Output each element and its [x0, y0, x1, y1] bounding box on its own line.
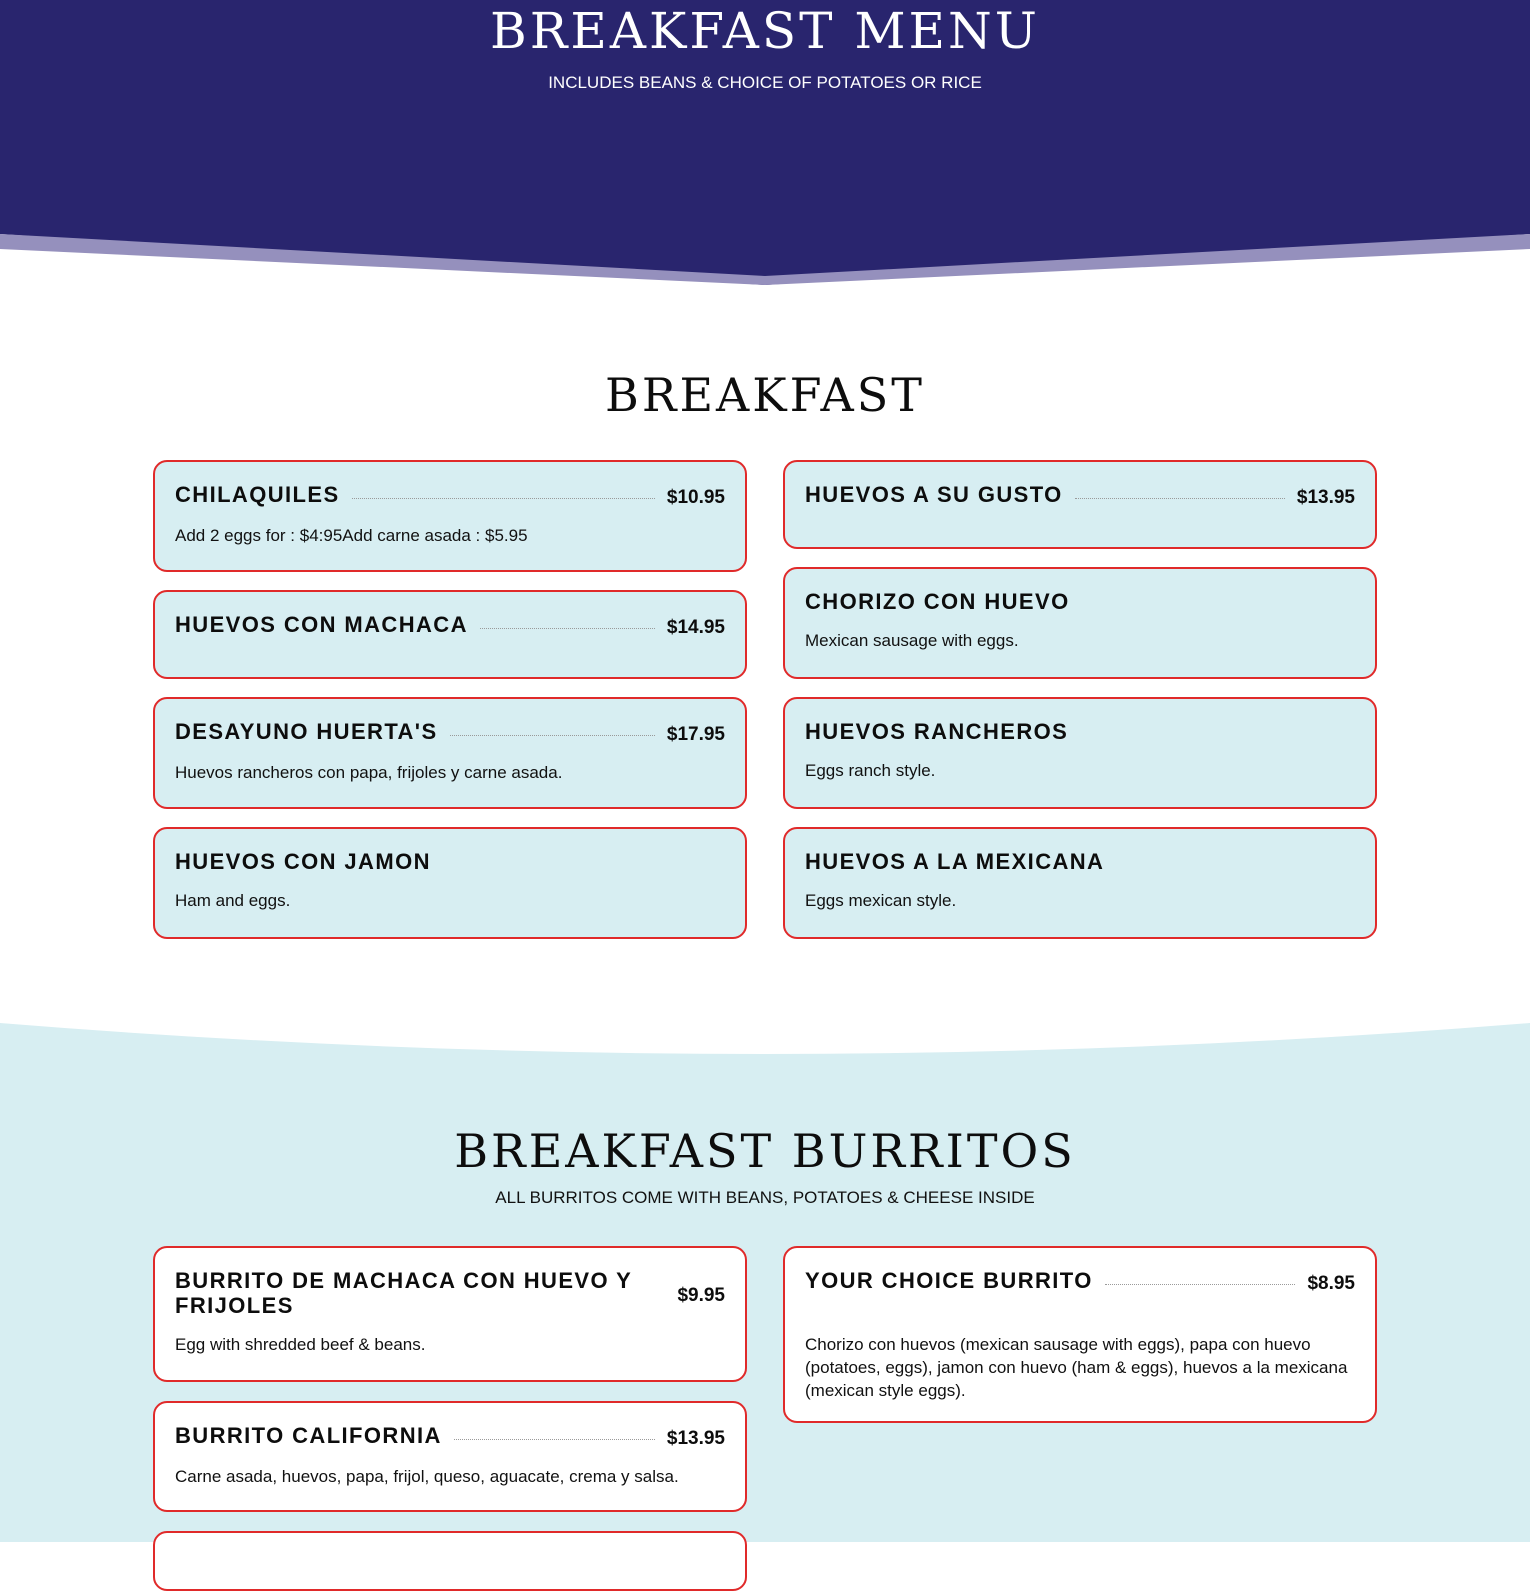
dotted-leader [450, 735, 655, 736]
menu-item-price: $10.95 [666, 487, 725, 508]
menu-item[interactable] [783, 1246, 1377, 1423]
menu-item-name: HUEVOS A SU GUSTO [805, 482, 1063, 507]
menu-item-description: Huevos rancheros con papa, frijoles y carne asada. [175, 763, 563, 782]
menu-item-name: BURRITO DE MACHACA CON HUEVO Y FRIJOLES [175, 1268, 632, 1318]
menu-item-name: HUEVOS RANCHEROS [805, 719, 1069, 744]
menu-item[interactable] [783, 567, 1377, 679]
menu-item-description: Carne asada, huevos, papa, frijol, queso, aguacate, crema y salsa. [175, 1467, 679, 1486]
menu-item-description: Chorizo con huevos (mexican sausage with eggs), papa con huevo (potatoes, eggs), jamon con huevo (ham & eggs), huevos a la mexicana (mexican style eggs). [805, 1335, 1348, 1400]
menu-item[interactable] [153, 697, 747, 809]
menu-item[interactable] [153, 590, 747, 679]
menu-item-price: $14.95 [666, 617, 725, 638]
menu-item-price: $8.95 [1307, 1273, 1355, 1294]
menu-item[interactable] [783, 697, 1377, 809]
menu-item-name: DESAYUNO HUERTA'S [175, 719, 438, 744]
dotted-leader [1075, 498, 1285, 499]
menu-item[interactable] [153, 827, 747, 939]
section-title-breakfast: BREAKFAST [605, 368, 925, 422]
menu-item[interactable] [153, 460, 747, 572]
menu-item-name: HUEVOS A LA MEXICANA [805, 849, 1105, 874]
menu-item[interactable] [153, 1401, 747, 1512]
menu-item[interactable] [153, 1246, 747, 1382]
menu-item[interactable] [783, 460, 1377, 549]
dotted-leader [1105, 1284, 1296, 1285]
section-subtitle-burritos: ALL BURRITOS COME WITH BEANS, POTATOES & CHEESE INSIDE [495, 1188, 1035, 1207]
dotted-leader [480, 628, 655, 629]
menu-item-price: $9.95 [677, 1285, 725, 1306]
dotted-leader [454, 1439, 655, 1440]
dotted-leader [352, 498, 655, 499]
page-title: BREAKFAST MENU [490, 2, 1040, 60]
menu-item-description: Eggs ranch style. [805, 761, 936, 780]
menu-item[interactable] [783, 827, 1377, 939]
menu-item-name: HUEVOS CON MACHACA [175, 612, 468, 637]
hero-header [0, 0, 1530, 290]
menu-item-partial[interactable] [153, 1531, 747, 1591]
menu-item-name: YOUR CHOICE BURRITO [805, 1268, 1093, 1293]
menu-item-description: Egg with shredded beef & beans. [175, 1335, 426, 1354]
menu-item-name: HUEVOS CON JAMON [175, 849, 431, 874]
menu-item-name: CHORIZO CON HUEVO [805, 589, 1070, 614]
menu-item-description: Mexican sausage with eggs. [805, 631, 1019, 650]
menu-item-name: CHILAQUILES [175, 482, 340, 507]
menu-item-price: $17.95 [666, 724, 725, 745]
menu-item-price: $13.95 [1296, 487, 1355, 508]
page-subtitle: INCLUDES BEANS & CHOICE OF POTATOES OR RICE [548, 73, 982, 92]
menu-item-price: $13.95 [666, 1428, 725, 1449]
section-title-burritos: BREAKFAST BURRITOS [454, 1124, 1076, 1178]
menu-item-description: Eggs mexican style. [805, 891, 957, 910]
menu-item-description: Add 2 eggs for : $4:95Add carne asada : $5.95 [175, 526, 528, 545]
menu-item-name: BURRITO CALIFORNIA [175, 1423, 442, 1448]
menu-item-description: Ham and eggs. [175, 891, 291, 910]
